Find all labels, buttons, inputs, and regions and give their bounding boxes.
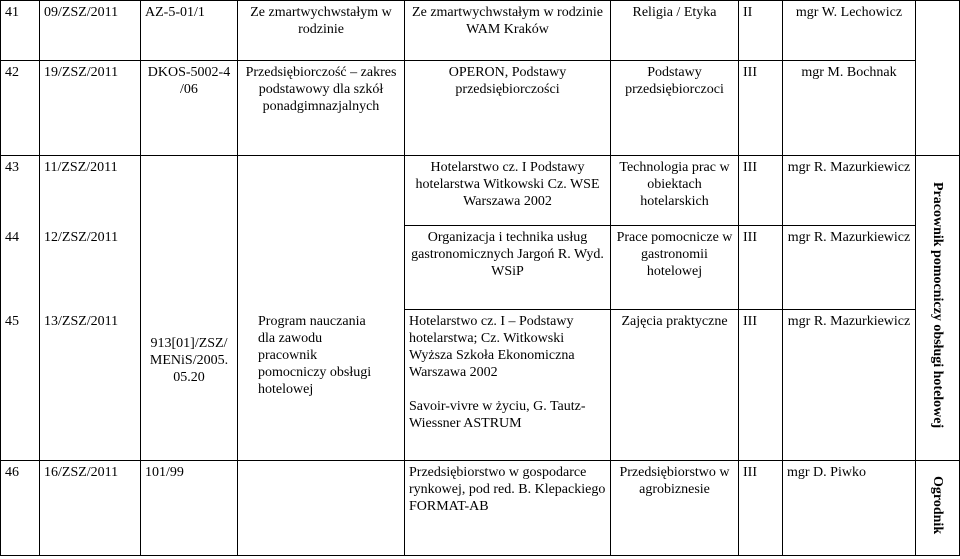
textbook: Ze zmartwychwstałym w rodzinie WAM Kraków (405, 1, 611, 61)
class-level: II (739, 1, 783, 61)
teacher: mgr R. Mazurkiewicz (783, 156, 916, 226)
row-number: 46 (1, 461, 40, 556)
program-name (238, 156, 405, 226)
textbook: OPERON, Podstawy przedsiębiorczości (405, 61, 611, 156)
profession-vertical-hotel (916, 156, 960, 461)
row-number: 41 (1, 1, 40, 61)
table-row (1, 310, 960, 461)
textbook-b: Savoir-vivre w życiu, G. Tautz-Wiessner ASTRUM (409, 399, 586, 431)
textbook-a: Hotelarstwo cz. I – Podstawy hotelarstwa; Cz. Witkowski Wyższa Szkoła Ekonomiczna Warszawa 2002 (409, 314, 575, 380)
table-row (1, 61, 960, 156)
program-symbol: 101/99 (141, 461, 238, 556)
class-level: III (739, 461, 783, 556)
class-level: III (739, 310, 783, 461)
teacher: mgr R. Mazurkiewicz (783, 226, 916, 310)
table-row (1, 226, 960, 310)
class-level: III (739, 226, 783, 310)
class-level: III (739, 61, 783, 156)
subject: Technologia prac w obiektach hotelarskich (611, 156, 739, 226)
program-symbol (141, 156, 238, 226)
approval-number: 09/ZSZ/2011 (40, 1, 141, 61)
subject: Podstawy przedsiębiorczoci (611, 61, 739, 156)
row-number: 43 (1, 156, 40, 226)
program-symbol (141, 226, 238, 310)
row-number: 42 (1, 61, 40, 156)
profession-vertical-garden (916, 461, 960, 556)
profession-label: Pracownik pomocniczy obsługi hotelowej (930, 182, 945, 429)
program-symbol: AZ-5-01/1 (141, 1, 238, 61)
approval-number: 11/ZSZ/2011 (40, 156, 141, 226)
table-row (1, 1, 960, 61)
profession-label: Ogrodnik (930, 476, 945, 535)
program-name: Ze zmartwychwstałym w rodzinie (238, 1, 405, 61)
subject: Religia / Etyka (611, 1, 739, 61)
profession-cell (916, 1, 960, 61)
approval-number: 16/ZSZ/2011 (40, 461, 141, 556)
subject: Przedsiębiorstwo w agrobiznesie (611, 461, 739, 556)
teacher: mgr R. Mazurkiewicz (783, 310, 916, 461)
table-row (1, 156, 960, 226)
program-name (238, 226, 405, 310)
program-symbol: DKOS-5002-4 /06 (141, 61, 238, 156)
approval-number: 19/ZSZ/2011 (40, 61, 141, 156)
profession-cell (916, 61, 960, 156)
teacher: mgr D. Piwko (783, 461, 916, 556)
approval-number: 13/ZSZ/2011 (40, 310, 141, 461)
program-symbol (141, 310, 238, 461)
teacher: mgr W. Lechowicz (783, 1, 916, 61)
textbook: Przedsiębiorstwo w gospodarce rynkowej, pod red. B. Klepackiego FORMAT-AB (405, 461, 611, 556)
subject: Zajęcia praktyczne (611, 310, 739, 461)
class-level: III (739, 156, 783, 226)
textbook: Organizacja i technika usług gastronomicznych Jargoń R. Wyd. WSiP (405, 226, 611, 310)
approval-number: 12/ZSZ/2011 (40, 226, 141, 310)
program-name: Przedsiębiorczość – zakres podstawowy dla szkół ponadgimnazjalnych (238, 61, 405, 156)
subject: Prace pomocnicze w gastronomii hotelowej (611, 226, 739, 310)
program-name (238, 310, 405, 461)
row-number: 45 (1, 310, 40, 461)
program-symbol-text: 913[01]/ZSZ/ MENiS/2005. 05.20 (149, 335, 229, 385)
program-name (238, 461, 405, 556)
program-name-text: Program nauczania dla zawodu pracownik pomocniczy obsługi hotelowej (258, 313, 372, 397)
textbook (405, 310, 611, 461)
textbook: Hotelarstwo cz. I Podstawy hotelarstwa Witkowski Cz. WSE Warszawa 2002 (405, 156, 611, 226)
row-number: 44 (1, 226, 40, 310)
table-row (1, 461, 960, 556)
teacher: mgr M. Bochnak (783, 61, 916, 156)
